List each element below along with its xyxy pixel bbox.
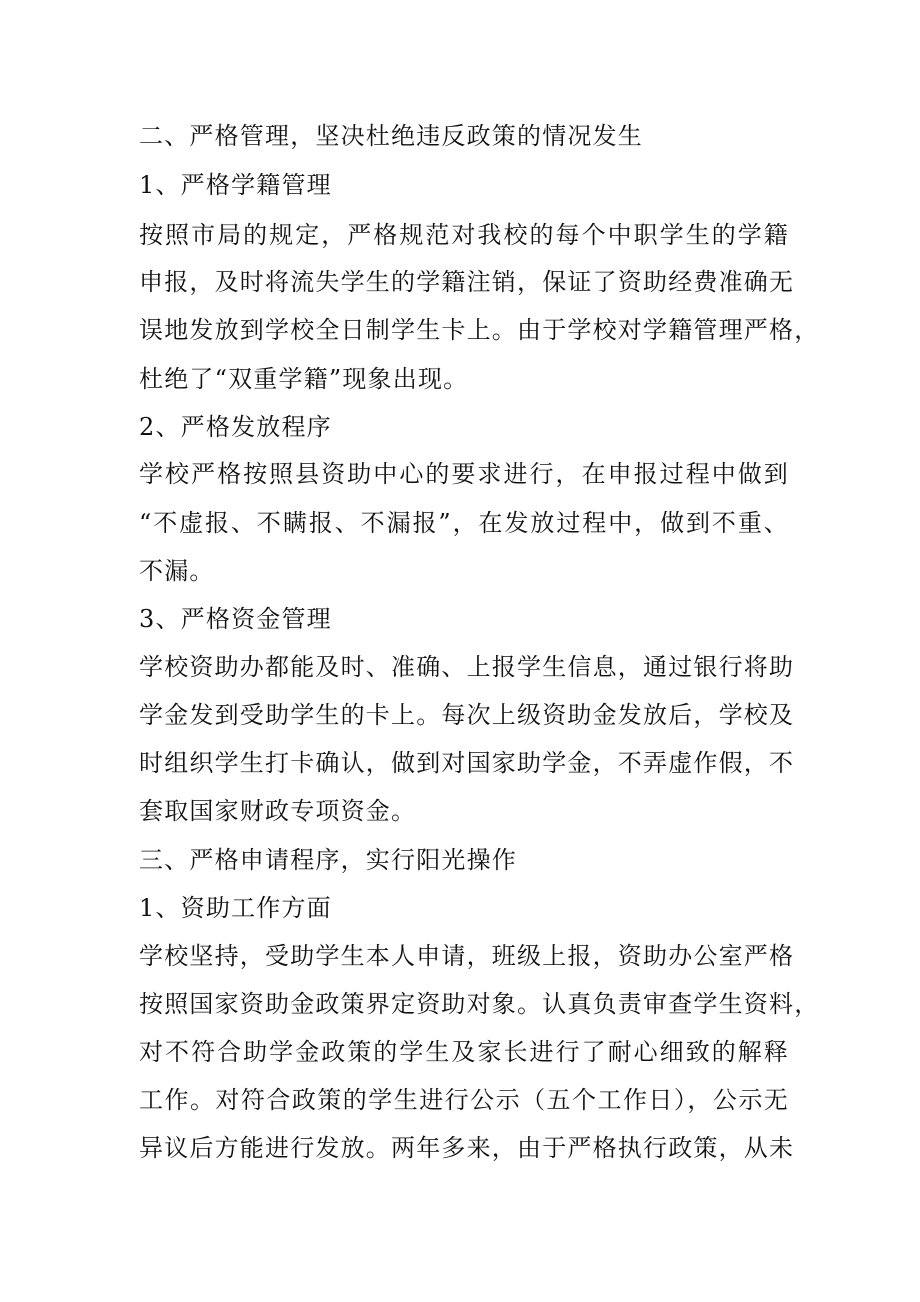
section-heading-two: 二、严格管理，坚决杜绝违反政策的情况发生 (139, 122, 643, 150)
paragraph-line: 异议后方能进行发放。两年多来，由于严格执行政策，从未 (139, 1134, 795, 1162)
paragraph-line: “不虚报、不瞒报、不漏报”，在发放过程中，做到不重、 (139, 509, 789, 537)
subheading-student-status: 1、严格学籍管理 (139, 171, 332, 199)
paragraph-line: 对不符合助学金政策的学生及家长进行了耐心细致的解释 (139, 1038, 789, 1066)
paragraph-line: 误地发放到学校全日制学生卡上。由于学校对学籍管理严格， (139, 316, 820, 344)
subheading-distribution-procedure: 2、严格发放程序 (139, 413, 332, 441)
paragraph-line: 杜绝了“双重学籍”现象出现。 (139, 365, 469, 393)
paragraph-line: 学校严格按照县资助中心的要求进行，在申报过程中做到 (139, 460, 789, 488)
paragraph-line: 按照国家资助金政策界定资助对象。认真负责审查学生资料， (139, 990, 820, 1018)
paragraph-line: 时组织学生打卡确认，做到对国家助学金，不弄虚作假，不 (139, 749, 795, 777)
paragraph-line: 学校资助办都能及时、准确、上报学生信息，通过银行将助 (139, 653, 795, 681)
paragraph-line: 学校坚持，受助学生本人申请，班级上报，资助办公室严格 (139, 942, 795, 970)
paragraph-line: 申报，及时将流失学生的学籍注销，保证了资助经费准确无 (139, 268, 795, 296)
paragraph-line: 不漏。 (139, 557, 215, 585)
subheading-aid-work: 1、资助工作方面 (139, 894, 332, 922)
paragraph-line: 按照市局的规定，严格规范对我校的每个中职学生的学籍 (139, 221, 789, 249)
paragraph-line: 套取国家财政专项资金。 (139, 797, 417, 825)
paragraph-line: 学金发到受助学生的卡上。每次上级资助金发放后，学校及 (139, 701, 795, 729)
section-heading-three: 三、严格申请程序，实行阳光操作 (139, 846, 517, 874)
subheading-fund-management: 3、严格资金管理 (139, 605, 332, 633)
paragraph-line: 工作。对符合政策的学生进行公示（五个工作日），公示无 (139, 1086, 789, 1114)
